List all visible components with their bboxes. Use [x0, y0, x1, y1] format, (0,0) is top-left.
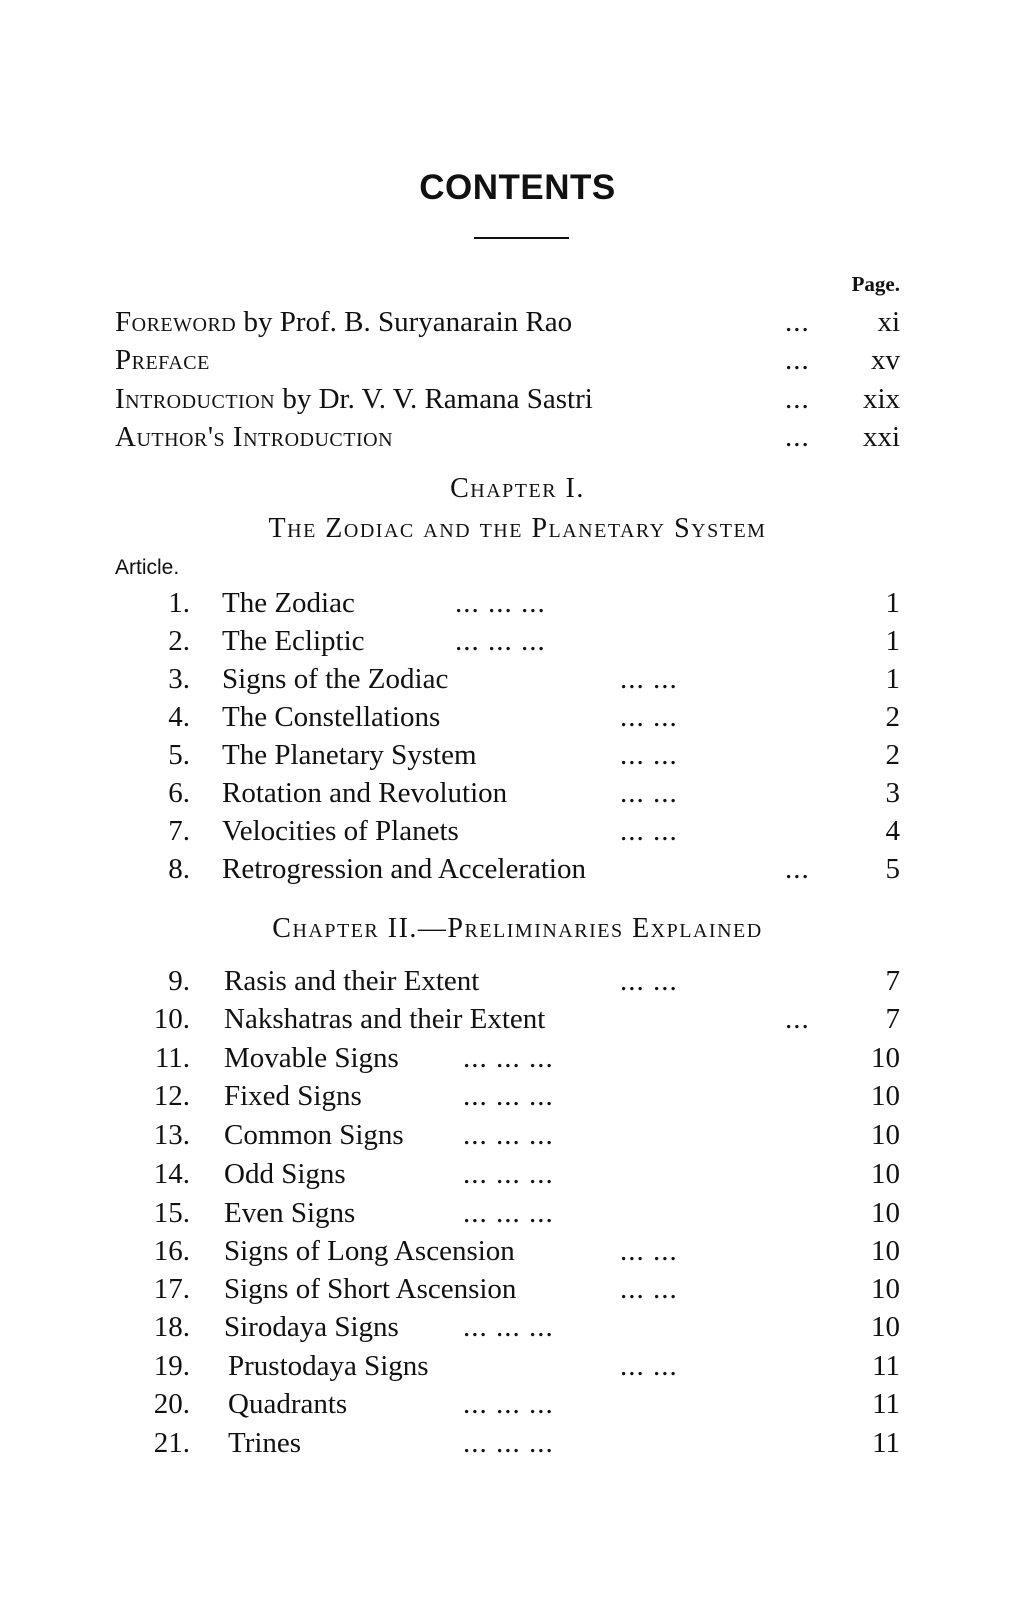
page-number: 3 [885, 777, 900, 809]
entry-title-sc: Introduction [115, 383, 276, 415]
entry-title: Sirodaya Signs [224, 1311, 399, 1343]
page-number: xix [862, 383, 900, 415]
entry-title-rest: by Prof. B. Suryanarain Rao [236, 306, 573, 338]
entry-title: The Constellations [222, 701, 441, 733]
entry-title: Odd Signs [224, 1158, 346, 1190]
article-number: 12. [153, 1080, 190, 1112]
entry-title-sc: Author's Introduction [115, 421, 394, 453]
article-number: 13. [153, 1119, 190, 1151]
entry-title: Velocities of Planets [222, 815, 459, 847]
article-number: 16. [153, 1235, 190, 1267]
article-number: 2. [168, 625, 190, 657]
toc-entry-foreword[interactable] [0, 303, 1035, 341]
entry-title: Retrogression and Acceleration [222, 853, 586, 885]
leader-dots: ... [785, 853, 810, 885]
article-number: 19. [153, 1350, 190, 1382]
leader-dots: ... [785, 306, 810, 338]
toc-entry[interactable] [0, 1424, 1035, 1462]
leader-dots: ... [785, 344, 810, 376]
article-number: 7. [168, 815, 190, 847]
page-number: 11 [872, 1350, 900, 1382]
page-number: 1 [885, 663, 900, 695]
page-number: 10 [871, 1311, 900, 1343]
chapter-1-subheading: The Zodiac and the Planetary System [268, 513, 767, 544]
article-number: 18. [153, 1311, 190, 1343]
article-number: 8. [168, 853, 190, 885]
chapter-1-heading: Chapter I. [450, 473, 585, 504]
article-number: 5. [168, 739, 190, 771]
toc-entry-preface[interactable] [0, 341, 1035, 379]
article-number: 14. [153, 1158, 190, 1190]
article-number: 21. [153, 1427, 190, 1459]
toc-entry[interactable] [0, 622, 1035, 660]
toc-entry[interactable] [0, 1039, 1035, 1077]
leader-dots: ... ... ... [463, 1158, 554, 1190]
article-number: 6. [168, 777, 190, 809]
leader-dots: ... [785, 383, 810, 415]
toc-entry-introduction[interactable] [0, 380, 1035, 418]
entry-title-sc: Preface [115, 344, 210, 376]
page-number: 10 [871, 1080, 900, 1112]
toc-entry[interactable] [0, 1347, 1035, 1385]
page-number: 10 [871, 1235, 900, 1267]
article-number: 17. [153, 1273, 190, 1305]
page-number: xi [877, 306, 900, 338]
leader-dots: ... ... ... [463, 1119, 554, 1151]
page-number: 10 [871, 1273, 900, 1305]
toc-entry[interactable] [0, 1270, 1035, 1308]
toc-entry[interactable] [0, 1077, 1035, 1115]
entry-title: Signs of Long Ascension [224, 1235, 515, 1267]
entry-title: Signs of the Zodiac [222, 663, 449, 695]
toc-entry[interactable] [0, 1194, 1035, 1232]
page-number: 1 [885, 625, 900, 657]
toc-entry[interactable] [0, 962, 1035, 1000]
toc-entry[interactable] [0, 812, 1035, 850]
page-number: 7 [885, 1003, 900, 1035]
entry-title-rest: by Dr. V. V. Ramana Sastri [275, 383, 593, 415]
entry-title: Fixed Signs [224, 1080, 362, 1112]
leader-dots: ... ... [620, 777, 678, 809]
article-number: 1. [168, 587, 190, 619]
entry-title: Even Signs [224, 1197, 356, 1229]
toc-entry[interactable] [0, 1155, 1035, 1193]
page-number: 10 [871, 1119, 900, 1151]
toc-entry[interactable] [0, 1308, 1035, 1346]
page-number: 5 [885, 853, 900, 885]
leader-dots: ... ... ... [463, 1388, 554, 1420]
leader-dots: ... ... ... [463, 1042, 554, 1074]
leader-dots: ... ... ... [463, 1197, 554, 1229]
leader-dots: ... [785, 421, 810, 453]
entry-title: Prustodaya Signs [228, 1350, 429, 1382]
entry-title: The Zodiac [222, 587, 355, 619]
page-number: 4 [885, 815, 900, 847]
leader-dots: ... ... [620, 815, 678, 847]
leader-dots: ... ... ... [463, 1427, 554, 1459]
leader-dots: ... ... [620, 701, 678, 733]
page-number: 10 [871, 1042, 900, 1074]
leader-dots: ... ... [620, 663, 678, 695]
toc-entry-authors-introduction[interactable] [0, 418, 1035, 456]
leader-dots: ... ... ... [463, 1311, 554, 1343]
entry-title: Rotation and Revolution [222, 777, 508, 809]
article-number: 9. [168, 965, 190, 997]
entry-title: Common Signs [224, 1119, 404, 1151]
entry-title: The Planetary System [222, 739, 477, 771]
leader-dots: ... ... [620, 965, 678, 997]
entry-title: Trines [228, 1427, 302, 1459]
page-number: 2 [885, 701, 900, 733]
article-number: 4. [168, 701, 190, 733]
toc-entry[interactable] [0, 1385, 1035, 1423]
page-number: 1 [885, 587, 900, 619]
toc-entry[interactable] [0, 774, 1035, 812]
page-number: 10 [871, 1197, 900, 1229]
entry-title-sc: Foreword [115, 306, 237, 338]
toc-entry[interactable] [0, 850, 1035, 888]
article-number: 10. [153, 1003, 190, 1035]
toc-entry[interactable] [0, 584, 1035, 622]
leader-dots: ... ... [620, 1235, 678, 1267]
entry-title: Signs of Short Ascension [224, 1273, 517, 1305]
entry-title: Movable Signs [224, 1042, 399, 1074]
leader-dots: ... ... ... [455, 587, 546, 619]
toc-entry[interactable] [0, 736, 1035, 774]
page-number: xxi [862, 421, 900, 453]
entry-title: Rasis and their Extent [224, 965, 480, 997]
leader-dots: ... ... ... [455, 625, 546, 657]
page-number: 7 [885, 965, 900, 997]
toc-entry[interactable] [0, 660, 1035, 698]
article-number: 3. [168, 663, 190, 695]
article-number: 15. [153, 1197, 190, 1229]
page-number: 10 [871, 1158, 900, 1190]
page-number: 11 [872, 1388, 900, 1420]
page-column-header: Page. [851, 272, 900, 296]
toc-entry[interactable] [0, 698, 1035, 736]
entry-title: Nakshatras and their Extent [224, 1003, 546, 1035]
chapter-2-heading: Chapter II.—Preliminaries Explained [272, 913, 763, 944]
page-title: CONTENTS [419, 168, 616, 207]
leader-dots: ... ... [620, 1350, 678, 1382]
page-number: xv [871, 344, 900, 376]
article-number: 20. [153, 1388, 190, 1420]
page-number: 11 [872, 1427, 900, 1459]
entry-title: The Ecliptic [222, 625, 365, 657]
leader-dots: ... ... [620, 1273, 678, 1305]
toc-entry[interactable] [0, 1116, 1035, 1154]
title-rule [474, 237, 569, 239]
leader-dots: ... ... ... [463, 1080, 554, 1112]
toc-entry[interactable] [0, 1232, 1035, 1270]
entry-title: Quadrants [228, 1388, 348, 1420]
leader-dots: ... [785, 1003, 810, 1035]
article-number: 11. [154, 1042, 190, 1074]
article-column-label: Article. [115, 556, 180, 579]
page-number: 2 [885, 739, 900, 771]
toc-entry[interactable] [0, 1000, 1035, 1038]
leader-dots: ... ... [620, 739, 678, 771]
